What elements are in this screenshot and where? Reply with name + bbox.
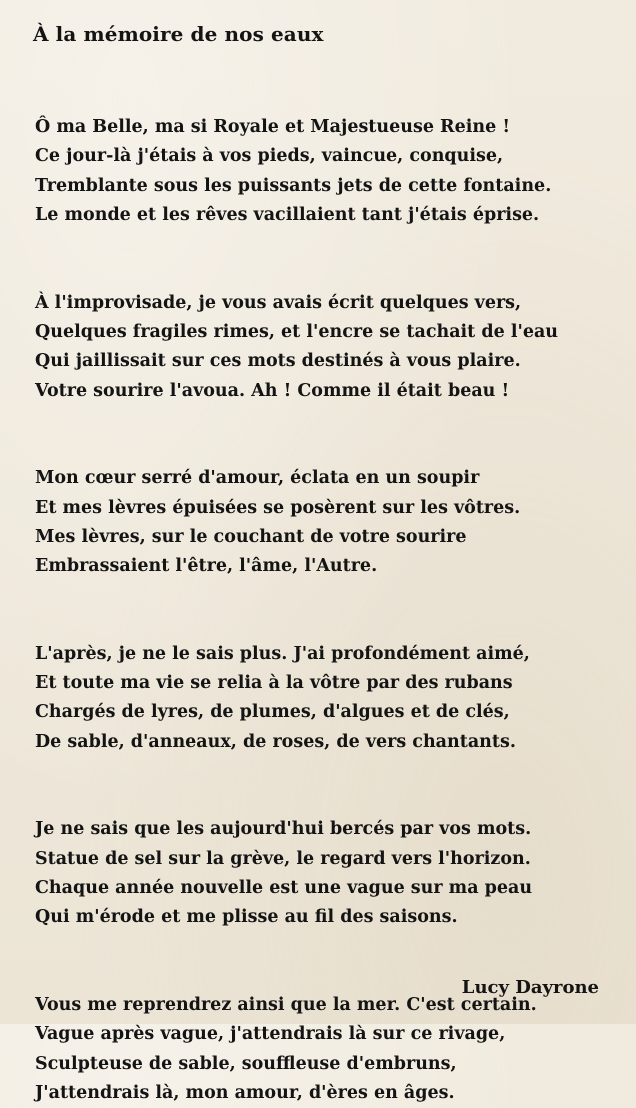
poem-line: Et toute ma vie se relia à la vôtre par des rubans xyxy=(35,673,513,694)
poem-line: Vague après vague, j'attendrais là sur ce rivage, xyxy=(35,1024,506,1045)
poem-line: À l'improvisade, je vous avais écrit quelques vers, xyxy=(35,292,522,313)
poem-line: Ce jour-là j'étais à vos pieds, vaincue, conquise, xyxy=(35,146,504,167)
stanza xyxy=(35,815,615,933)
poem-line: Chargés de lyres, de plumes, d'algues et de clés, xyxy=(35,702,510,723)
stanza xyxy=(35,991,615,1108)
poem-line: Je ne sais que les aujourd'hui bercés par vos mots. xyxy=(35,819,532,840)
poem-line: Embrassaient l'être, l'âme, l'Autre. xyxy=(35,556,378,577)
poem-line: Quelques fragiles rimes, et l'encre se tachait de l'eau xyxy=(35,321,559,342)
poem-line: L'après, je ne le sais plus. J'ai profondément aimé, xyxy=(35,643,530,664)
poem-line: Qui m'érode et me plisse au fil des saisons. xyxy=(35,907,458,928)
poem-line: Et mes lèvres épuisées se posèrent sur les vôtres. xyxy=(35,497,521,518)
author-signature: Lucy Dayrone xyxy=(461,977,599,998)
poem-title: À la mémoire de nos eaux xyxy=(33,22,324,46)
poem-line: De sable, d'anneaux, de roses, de vers chantants. xyxy=(35,731,516,752)
poem-line: Le monde et les rêves vacillaient tant j'étais éprise. xyxy=(35,205,540,226)
stanza xyxy=(35,289,615,407)
poem-line: Mes lèvres, sur le couchant de votre sourire xyxy=(35,526,467,547)
poem-line: Chaque année nouvelle est une vague sur ma peau xyxy=(35,878,533,899)
poem-line: Statue de sel sur la grève, le regard vers l'horizon. xyxy=(35,848,531,869)
poem-body xyxy=(35,113,615,1108)
stanza xyxy=(35,464,615,582)
poem-line: Ô ma Belle, ma si Royale et Majestueuse Reine ! xyxy=(35,117,511,137)
poem-line: Tremblante sous les puissants jets de cette fontaine. xyxy=(35,175,552,196)
poem-line: Mon cœur serré d'amour, éclata en un soupir xyxy=(35,468,480,489)
stanza xyxy=(35,640,615,758)
stanza xyxy=(35,113,615,231)
poem-line: Votre sourire l'avoua. Ah ! Comme il était beau ! xyxy=(35,380,510,401)
poem-line: J'attendrais là, mon amour, d'ères en âges. xyxy=(35,1082,455,1103)
poem-line: Sculpteuse de sable, souffleuse d'embruns, xyxy=(35,1053,457,1074)
poem-line: Qui jaillissait sur ces mots destinés à vous plaire. xyxy=(35,351,521,372)
poem-line: Vous me reprendrez ainsi que la mer. C'est certain. xyxy=(35,994,537,1015)
